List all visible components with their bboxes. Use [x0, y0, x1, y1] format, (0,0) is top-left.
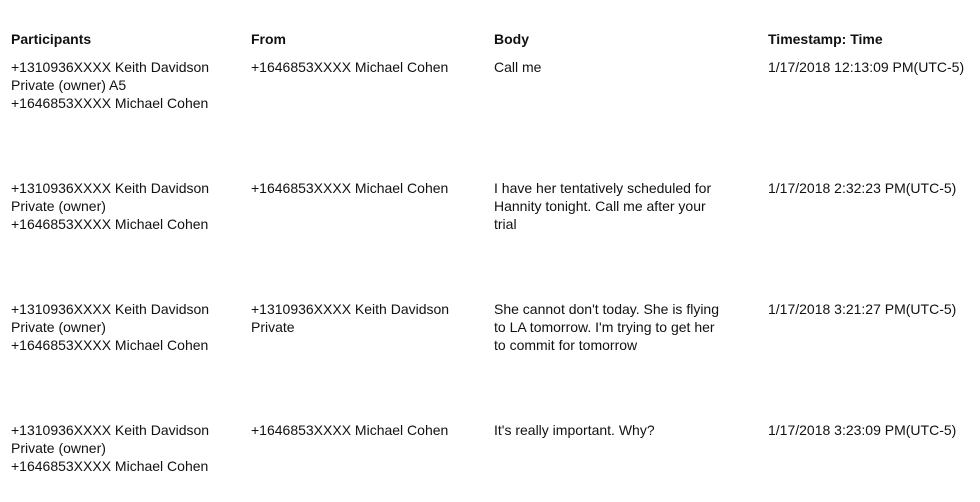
body-line: Hannity tonight. Call me after your — [494, 198, 706, 214]
body-line: It's really important. Why? — [494, 422, 655, 438]
row-2-timestamp: 1/17/2018 2:32:23 PM(UTC-5) — [768, 180, 957, 196]
row-2-participants — [11, 179, 209, 233]
row-1-timestamp: 1/17/2018 12:13:09 PM(UTC-5) — [768, 59, 965, 75]
participant-line: +1310936XXXX Keith Davidson — [11, 59, 210, 75]
body-line: Call me — [494, 59, 542, 75]
participant-line: Private (owner) — [11, 440, 106, 456]
row-4-participants — [11, 421, 209, 475]
header-timestamp: Timestamp: Time — [768, 31, 883, 47]
row-2-from — [251, 179, 448, 197]
participant-line: +1646853XXXX Michael Cohen — [11, 458, 209, 474]
row-3-body — [494, 300, 719, 354]
from-line: +1310936XXXX Keith Davidson — [251, 301, 450, 317]
body-line: to LA tomorrow. I'm trying to get her — [494, 319, 715, 335]
header-body: Body — [494, 31, 529, 47]
header-participants: Participants — [11, 31, 92, 47]
participant-line: Private (owner) — [11, 198, 106, 214]
body-line: to commit for tomorrow — [494, 337, 638, 353]
from-line: +1646853XXXX Michael Cohen — [251, 59, 449, 75]
from-line: +1646853XXXX Michael Cohen — [251, 422, 449, 438]
row-4-timestamp: 1/17/2018 3:23:09 PM(UTC-5) — [768, 422, 957, 438]
participant-line: Private (owner) A5 — [11, 77, 127, 93]
row-3-timestamp: 1/17/2018 3:21:27 PM(UTC-5) — [768, 301, 957, 317]
participant-line: +1646853XXXX Michael Cohen — [11, 337, 209, 353]
row-4-from — [251, 421, 448, 439]
header-from: From — [251, 31, 286, 47]
participant-line: +1310936XXXX Keith Davidson — [11, 422, 210, 438]
participant-line: +1310936XXXX Keith Davidson — [11, 301, 210, 317]
row-1-from — [251, 58, 448, 76]
row-2-body — [494, 179, 711, 233]
body-line: She cannot don't today. She is flying — [494, 301, 720, 317]
from-line: Private — [251, 319, 295, 335]
from-line: +1646853XXXX Michael Cohen — [251, 180, 449, 196]
body-line: I have her tentatively scheduled for — [494, 180, 712, 196]
row-3-from — [251, 300, 449, 336]
participant-line: +1646853XXXX Michael Cohen — [11, 95, 209, 111]
participant-line: +1310936XXXX Keith Davidson — [11, 180, 210, 196]
body-line: trial — [494, 216, 517, 232]
participant-line: +1646853XXXX Michael Cohen — [11, 216, 209, 232]
row-3-participants — [11, 300, 209, 354]
row-1-participants — [11, 58, 209, 112]
row-1-body — [494, 58, 541, 76]
participant-line: Private (owner) — [11, 319, 106, 335]
row-4-body — [494, 421, 655, 439]
